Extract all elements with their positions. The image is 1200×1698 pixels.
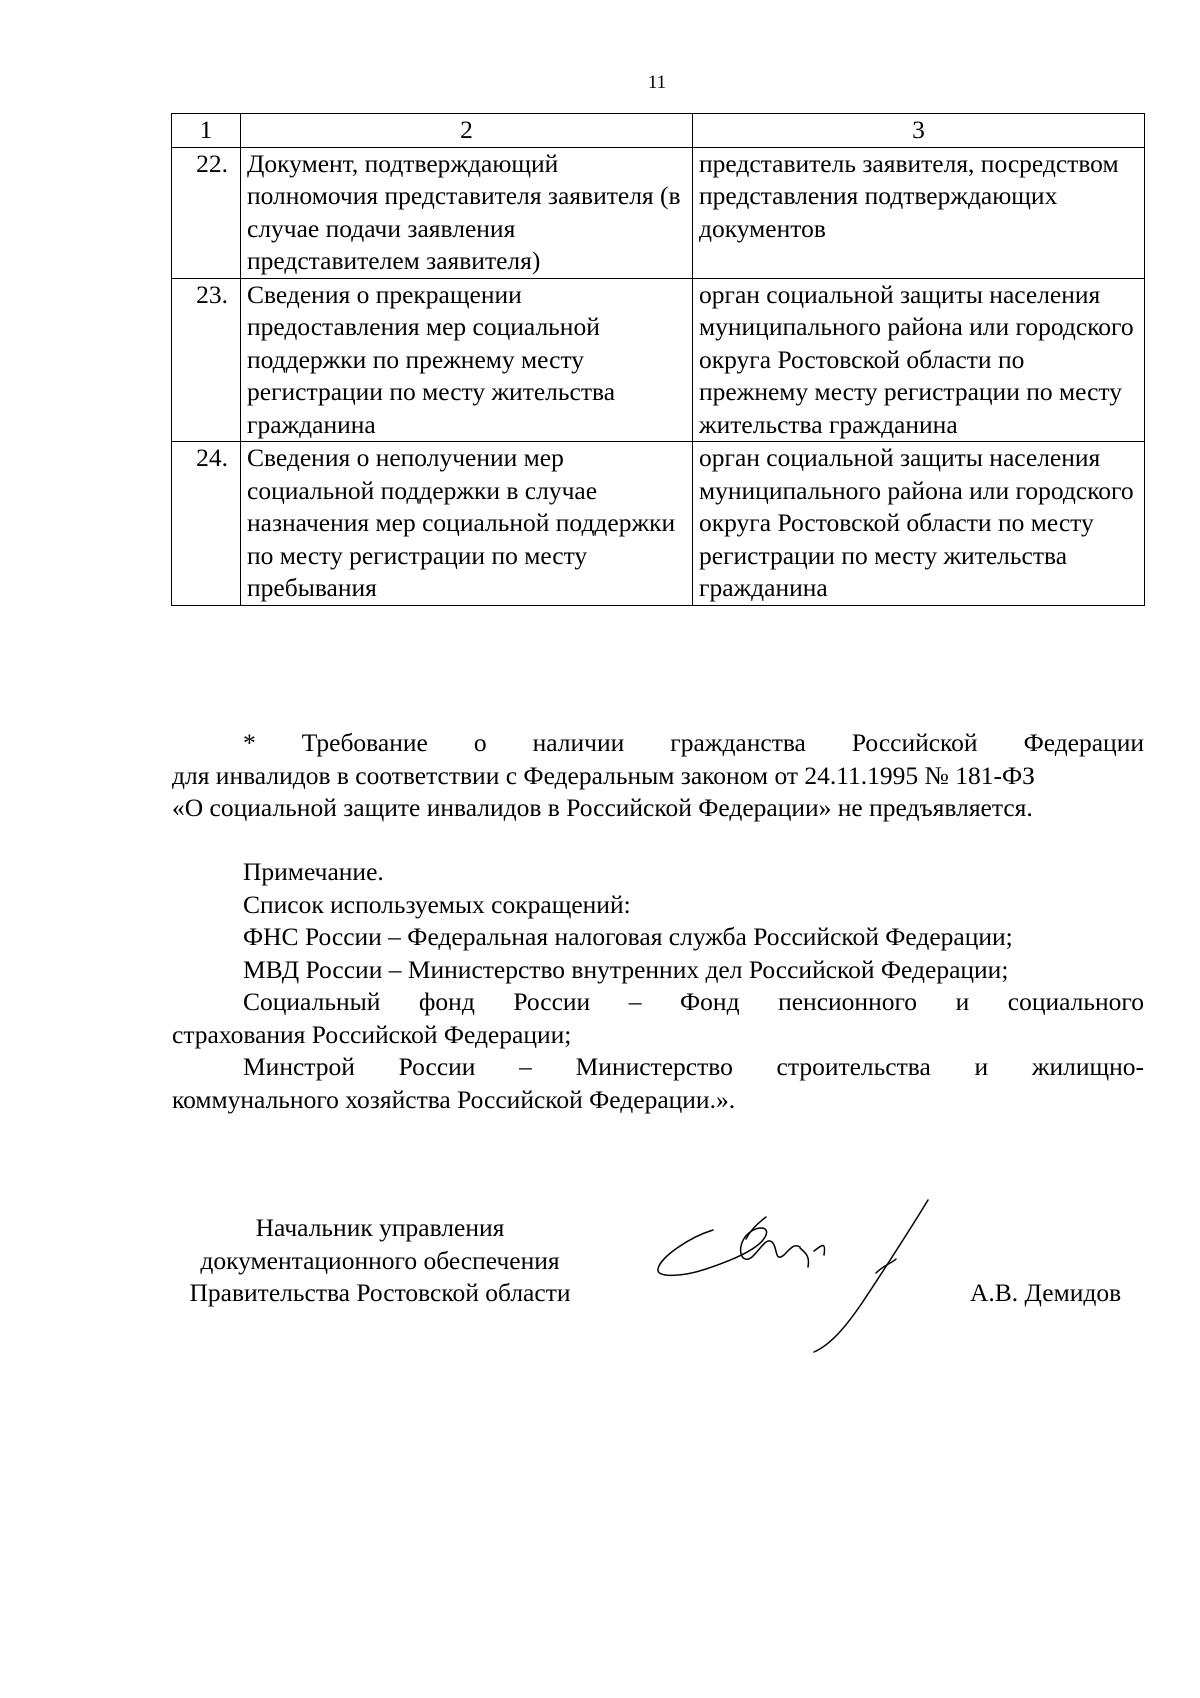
signer-name: А.В. Демидов [970, 1278, 1122, 1307]
source-cell: орган социальной защиты населения муниципального района или городского округа Ростовской области по месту регистрации по месту жительства гражданина [693, 442, 1145, 606]
signatory-position [160, 1212, 600, 1310]
footnote-line: для инвалидов в соответствии с Федеральным законом от 24.11.1995 № 181-ФЗ [172, 760, 1035, 790]
document-cell: Сведения о прекращении предоставления мер социальной поддержки по прежнему месту регистрации по месту жительства гражданина [241, 278, 693, 442]
abbreviation-minstroy: Минстрой России – Министерство строительства и жилищно- [243, 1052, 1144, 1081]
document-cell: Документ, подтверждающий полномочия представителя заявителя (в случае подачи заявления представителем заявителя) [241, 147, 693, 278]
page-number: 11 [647, 72, 667, 93]
position-line: Начальник управления [255, 1213, 505, 1242]
abbreviation-sfr: Социальный фонд России – Фонд пенсионного и социального [243, 987, 1144, 1016]
table-row [172, 278, 1145, 442]
table-row [172, 442, 1145, 606]
table-header-row [172, 114, 1145, 148]
row-number: 22. [172, 147, 241, 278]
column-header-1: 1 [172, 114, 241, 148]
document-cell: Сведения о неполучении мер социальной поддержки в случае назначения мер социальной поддержки по месту регистрации по месту пребывания [241, 442, 693, 606]
abbreviation-fns: ФНС России – Федеральная налоговая служба Российской Федерации; [243, 922, 1013, 951]
footnote-line: * Требование о наличии гражданства Российской Федерации [243, 728, 1144, 757]
notes-title: Примечание. [243, 857, 384, 886]
footnote [172, 727, 1144, 825]
column-header-3: 3 [693, 114, 1145, 148]
source-cell: орган социальной защиты населения муниципального района или городского округа Ростовской области по прежнему месту регистрации по месту жительства гражданина [693, 278, 1145, 442]
handwritten-signature [650, 1195, 940, 1375]
abbreviation-mvd: МВД России – Министерство внутренних дел Российской Федерации; [243, 954, 1009, 984]
abbreviation-sfr-continued: страхования Российской Федерации; [172, 1019, 572, 1049]
footnote-line: «О социальной защите инвалидов в Российской Федерации» не предъявляется. [172, 793, 1033, 822]
position-line: Правительства Ростовской области [189, 1278, 571, 1307]
row-number: 24. [172, 442, 241, 606]
abbreviations-heading: Список используемых сокращений: [243, 889, 631, 919]
documents-table [171, 113, 1145, 606]
position-line: документационного обеспечения [200, 1245, 560, 1275]
table-row [172, 147, 1145, 278]
notes-section [172, 856, 1144, 1116]
row-number: 23. [172, 278, 241, 442]
abbreviation-minstroy-continued: коммунального хозяйства Российской Федерации.». [172, 1084, 736, 1114]
source-cell: представитель заявителя, посредством представления подтверждающих документов [693, 147, 1145, 278]
column-header-2: 2 [241, 114, 693, 148]
